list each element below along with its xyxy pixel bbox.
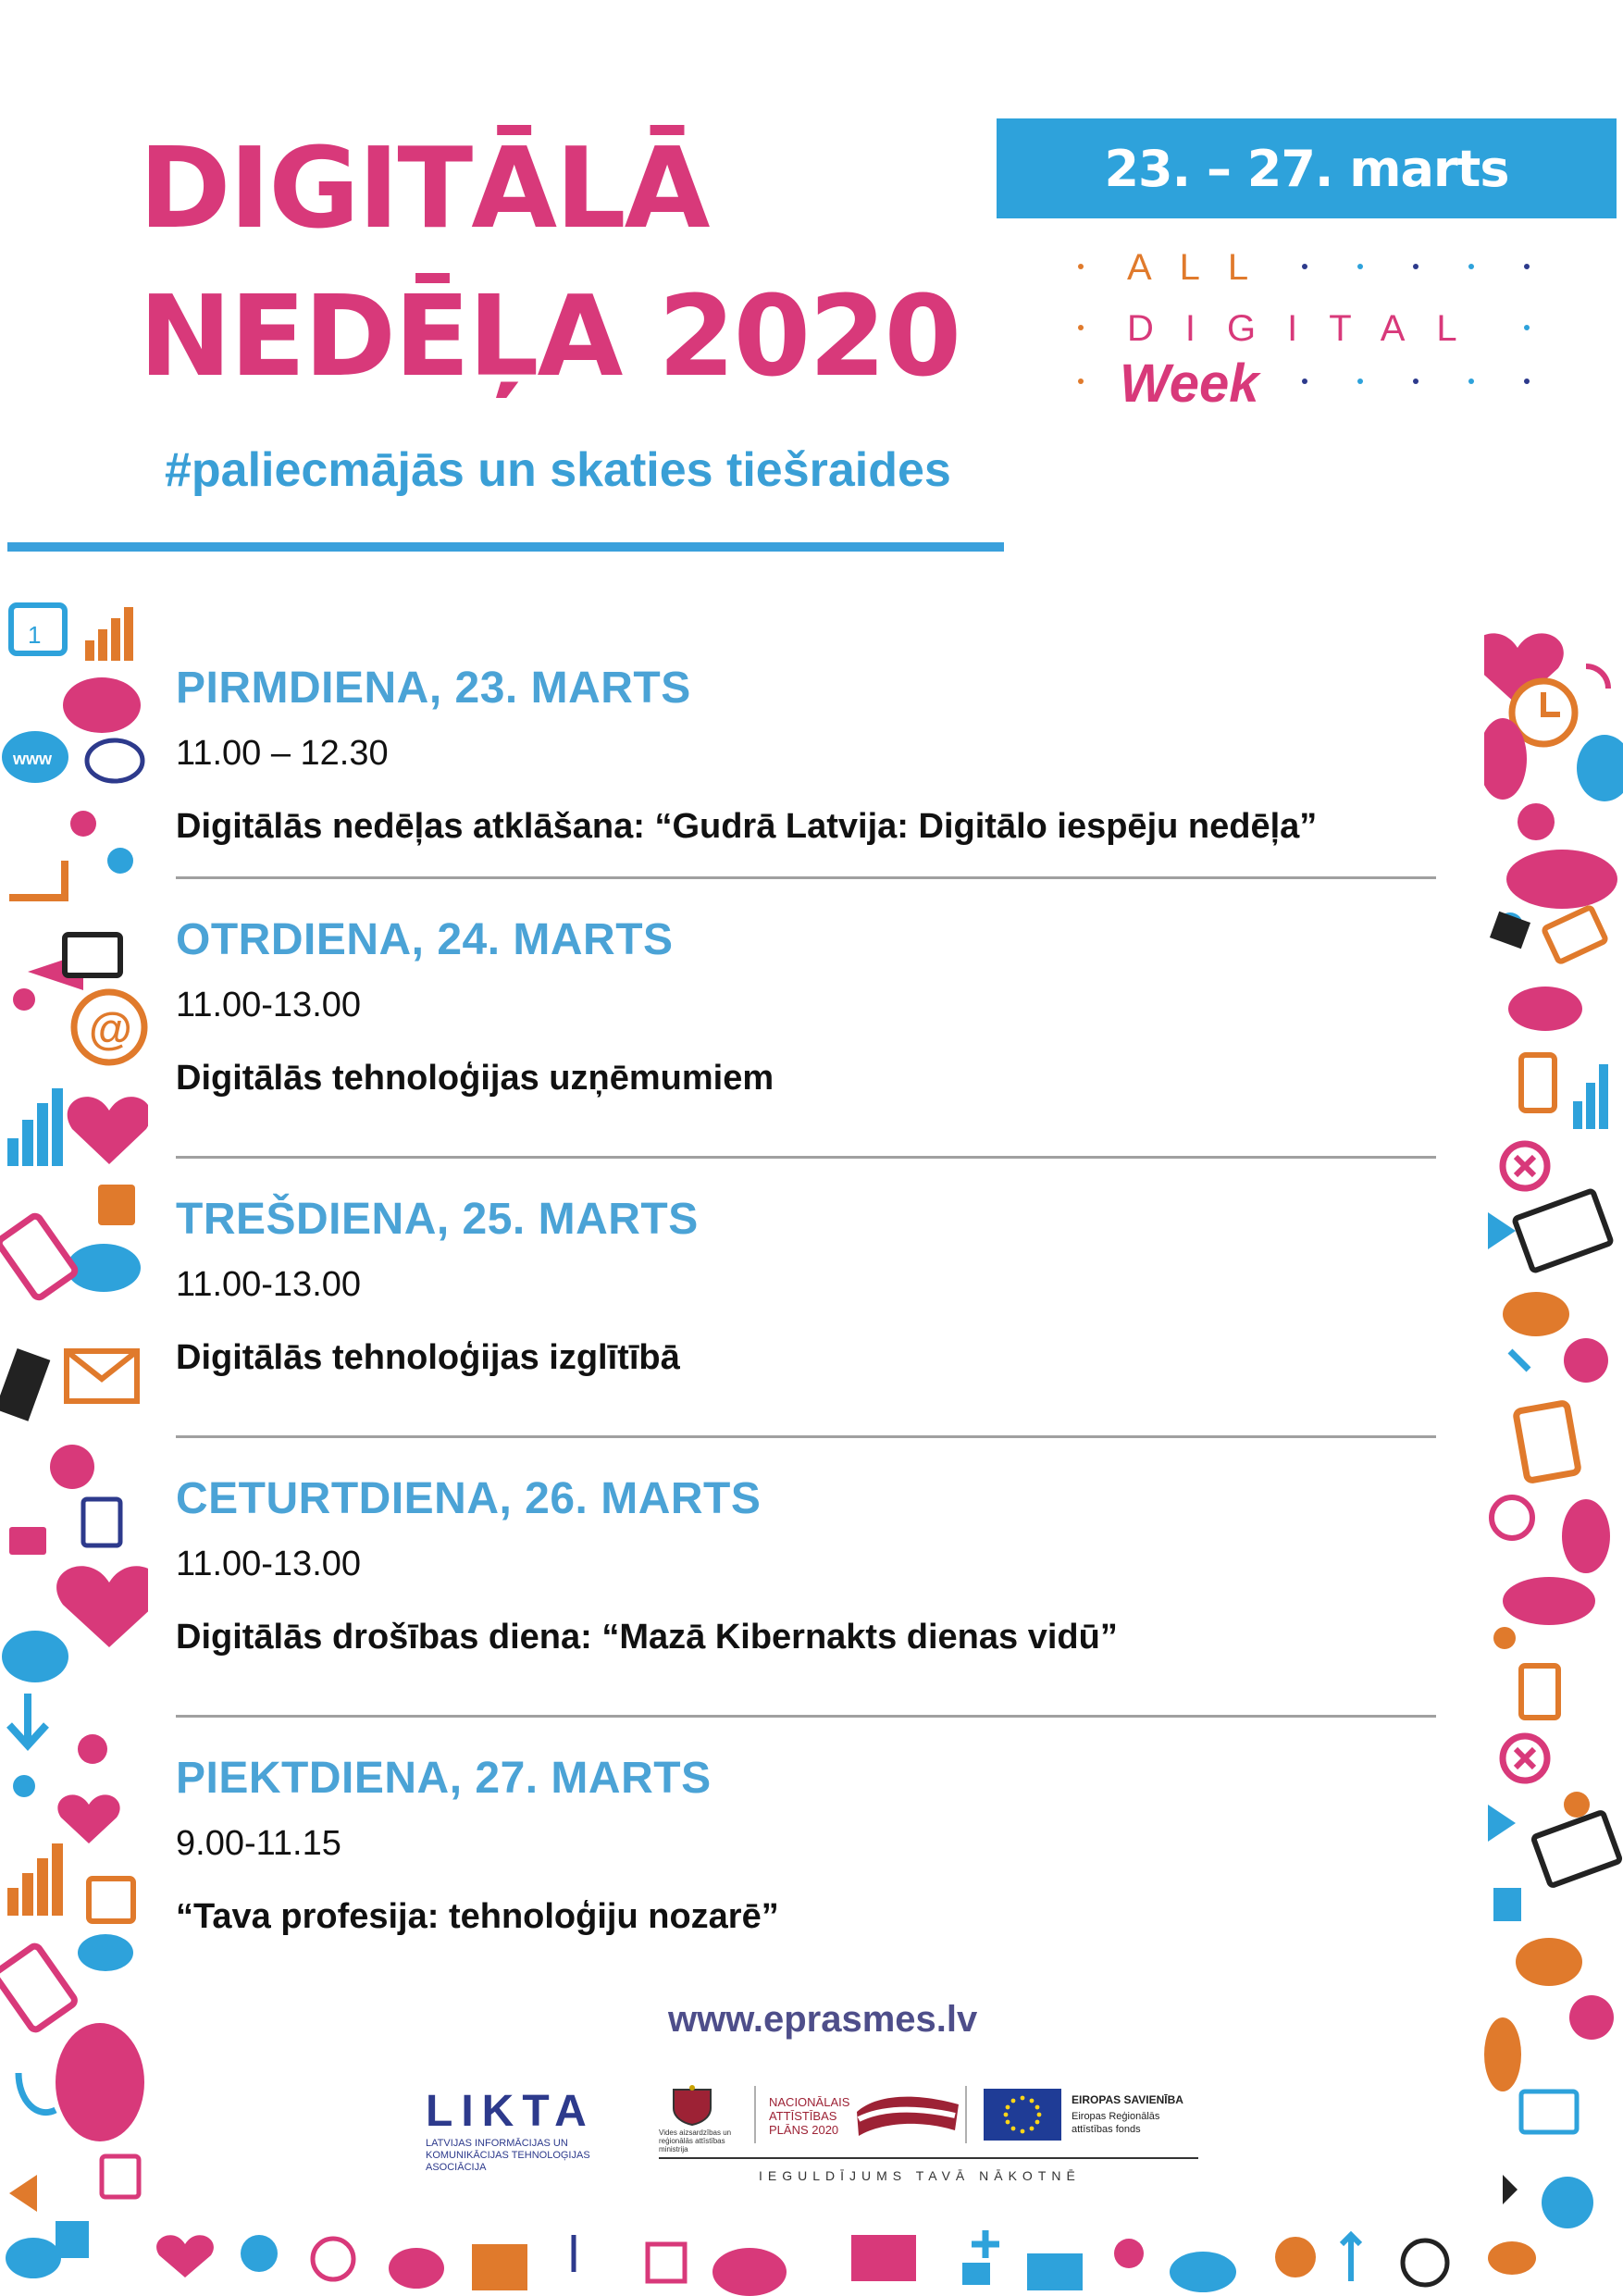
- schedule-divider: [176, 1715, 1436, 1718]
- schedule-divider: [176, 1156, 1436, 1159]
- tablet-icon: [1516, 1403, 1579, 1482]
- globe-icon: [1492, 1497, 1532, 1538]
- heart-icon: [56, 1566, 148, 1647]
- day-heading: PIEKTDIENA, 27. MARTS: [176, 1754, 712, 1803]
- tablet-icon: [0, 1214, 77, 1299]
- thumbs-up-icon: [9, 2175, 37, 2212]
- clipboard-icon: [851, 2235, 916, 2281]
- schedule-item: [176, 914, 1434, 1098]
- bottom-icon-border: [148, 2216, 1484, 2296]
- plus-icon: [972, 2230, 999, 2258]
- speech-bubble-icon: [87, 740, 142, 781]
- eu-flag-icon: [984, 2089, 1061, 2141]
- laptop-icon: [1514, 1190, 1611, 1271]
- svg-text:@: @: [89, 1005, 132, 1054]
- speech-bubble-icon: [1577, 735, 1623, 801]
- cloud-icon: [389, 2248, 444, 2289]
- session-title: Digitālās drošības diena: “Mazā Kibernakts dienas vidū”: [176, 1618, 1118, 1657]
- schedule-item: [176, 663, 1434, 847]
- left-icon-border: [0, 592, 148, 2295]
- bar-chart-icon: [7, 1843, 63, 1916]
- speech-bubble-icon: [6, 2238, 61, 2278]
- logo-week: Week: [1120, 354, 1259, 414]
- session-title: Digitālās nedēļas atklāšana: “Gudrā Latvija: Digitālo iespēju nedēļa”: [176, 807, 1318, 846]
- logo-all: ALL: [1127, 247, 1277, 288]
- cloud-icon: [78, 1934, 133, 1971]
- footer-tagline: IEGULDĪJUMS TAVĀ NĀKOTNĒ: [759, 2168, 1081, 2183]
- hashtag-subtitle: #paliecmājās un skaties tiešraides: [165, 443, 951, 497]
- date-range: 23. – 27. marts: [1104, 139, 1509, 198]
- speech-bubble-icon: [712, 2248, 787, 2296]
- arrow-icon: [1488, 1805, 1516, 1842]
- footer-rule: [659, 2157, 1198, 2159]
- nap-text: NACIONĀLAIS ATTĪSTĪBAS PLĀNS 2020: [769, 2095, 850, 2137]
- share-icon: [241, 2235, 278, 2272]
- speech-bubble-icon: [1503, 1577, 1595, 1625]
- wifi-icon: [9, 861, 65, 898]
- svg-text:www: www: [13, 750, 53, 768]
- logo-separator: [965, 2086, 967, 2143]
- calendar-icon: [11, 605, 65, 653]
- cloud-icon: [67, 1244, 141, 1292]
- day-heading: CETURTDIENA, 26. MARTS: [176, 1474, 762, 1523]
- session-title: “Tava profesija: tehnoloģiju nozarē”: [176, 1897, 779, 1936]
- bar-chart-icon: [1573, 1064, 1608, 1129]
- upload-icon: [1342, 2235, 1360, 2281]
- mouse-icon: [56, 2023, 144, 2141]
- logo-digital: DIGITAL: [1127, 308, 1489, 349]
- help-icon: [1542, 2177, 1593, 2228]
- speech-bubble-icon: [63, 677, 141, 733]
- title-line-1: DIGITĀLĀ: [139, 125, 709, 254]
- heart-icon: [156, 2235, 214, 2277]
- share-icon: [13, 1775, 35, 1797]
- heart-icon: [68, 1097, 148, 1164]
- time-range: 11.00-13.00: [176, 986, 362, 1024]
- date-banner: [997, 118, 1617, 218]
- gear-icon: [1275, 2237, 1316, 2277]
- calendar-icon: [648, 2244, 685, 2281]
- cloud-icon: [2, 1631, 68, 1682]
- time-range: 11.00 – 12.30: [176, 734, 389, 773]
- clipboard-icon: [102, 2156, 139, 2197]
- pencil-icon: [89, 1879, 133, 1921]
- clipboard-icon: [98, 1185, 135, 1225]
- bookmark-icon: [1493, 1888, 1521, 1921]
- tablet-icon: [1521, 1666, 1558, 1718]
- music-note-icon: [19, 2073, 56, 2113]
- likta-subtitle: LATVIJAS INFORMĀCIJAS UN KOMUNIKĀCIJAS TEHNOLOĢIJAS ASOCIĀCIJA: [426, 2138, 590, 2173]
- heart-icon: [57, 1794, 119, 1843]
- mouse-icon: [1506, 850, 1617, 909]
- header-divider: [7, 542, 1004, 552]
- ministry-text: Vides aizsardzības un reģionālās attīstības ministrija: [659, 2128, 732, 2153]
- session-title: Digitālās tehnoloģijas izglītībā: [176, 1338, 680, 1377]
- tablet-icon: [0, 1944, 77, 2031]
- day-heading: PIRMDIENA, 23. MARTS: [176, 664, 691, 713]
- right-icon-border: [1484, 611, 1623, 2295]
- session-title: Digitālās tehnoloģijas uzņēmumiem: [176, 1059, 774, 1098]
- svg-text:1: 1: [28, 621, 42, 649]
- globe-icon: [50, 1445, 94, 1489]
- share-icon: [70, 811, 96, 837]
- laptop-icon: [1533, 1812, 1620, 1886]
- globe-icon: [1569, 1995, 1614, 2040]
- website-link[interactable]: www.eprasmes.lv: [668, 1999, 978, 2040]
- coat-of-arms-icon: [664, 2084, 720, 2127]
- clock-icon: [313, 2239, 353, 2279]
- speech-bubble-icon: [1516, 1938, 1582, 1986]
- clock-icon: [1403, 2240, 1447, 2285]
- time-range: 9.00-11.15: [176, 1824, 341, 1863]
- schedule-item: [176, 1753, 1434, 1937]
- tablet-icon: [1543, 907, 1606, 962]
- cloud-icon: [1027, 2253, 1083, 2290]
- schedule-divider: [176, 1435, 1436, 1438]
- calendar-icon: [1521, 2091, 1577, 2132]
- laptop-icon: [1490, 912, 1530, 949]
- tablet-icon: [1521, 1055, 1555, 1111]
- schedule-item: [176, 1473, 1434, 1657]
- envelope-icon: [9, 1527, 46, 1555]
- likta-logo: LIKTA: [426, 2087, 595, 2136]
- thumbs-up-icon: [56, 2221, 89, 2258]
- speech-bubble-icon: [1170, 2252, 1236, 2292]
- eu-subtitle: Eiropas Reģionālās attīstības fonds: [1072, 2111, 1160, 2135]
- laptop-icon: [65, 935, 120, 975]
- day-heading: OTRDIENA, 24. MARTS: [176, 915, 674, 964]
- day-heading: TREŠDIENA, 25. MARTS: [176, 1195, 699, 1244]
- calendar-icon: [83, 1499, 120, 1545]
- wifi-icon: [1586, 666, 1608, 689]
- schedule-item: [176, 1194, 1434, 1378]
- laptop-icon: [0, 1348, 50, 1421]
- schedule-divider: [176, 876, 1436, 879]
- eu-title: EIROPAS SAVIENĪBA: [1072, 2093, 1183, 2106]
- bar-chart-icon: [85, 607, 133, 661]
- arrow-icon: [1488, 1212, 1516, 1249]
- cloud-icon: [1508, 987, 1582, 1031]
- all-digital-week-logo: [1073, 242, 1555, 418]
- share-icon: [1114, 2239, 1144, 2268]
- time-range: 11.00-13.00: [176, 1265, 362, 1304]
- latvia-flag-icon: [853, 2090, 964, 2141]
- title-line-2: NEDĒĻA 2020: [139, 273, 960, 402]
- time-range: 11.00-13.00: [176, 1545, 362, 1583]
- globe-icon: [1564, 1338, 1608, 1383]
- speech-bubble-icon: [1503, 1292, 1569, 1336]
- share-icon: [1518, 803, 1555, 840]
- logo-separator: [754, 2086, 756, 2143]
- arrow-icon: [1503, 2175, 1518, 2204]
- bar-chart-icon: [7, 1088, 63, 1166]
- bar-chart-icon: [472, 2244, 527, 2290]
